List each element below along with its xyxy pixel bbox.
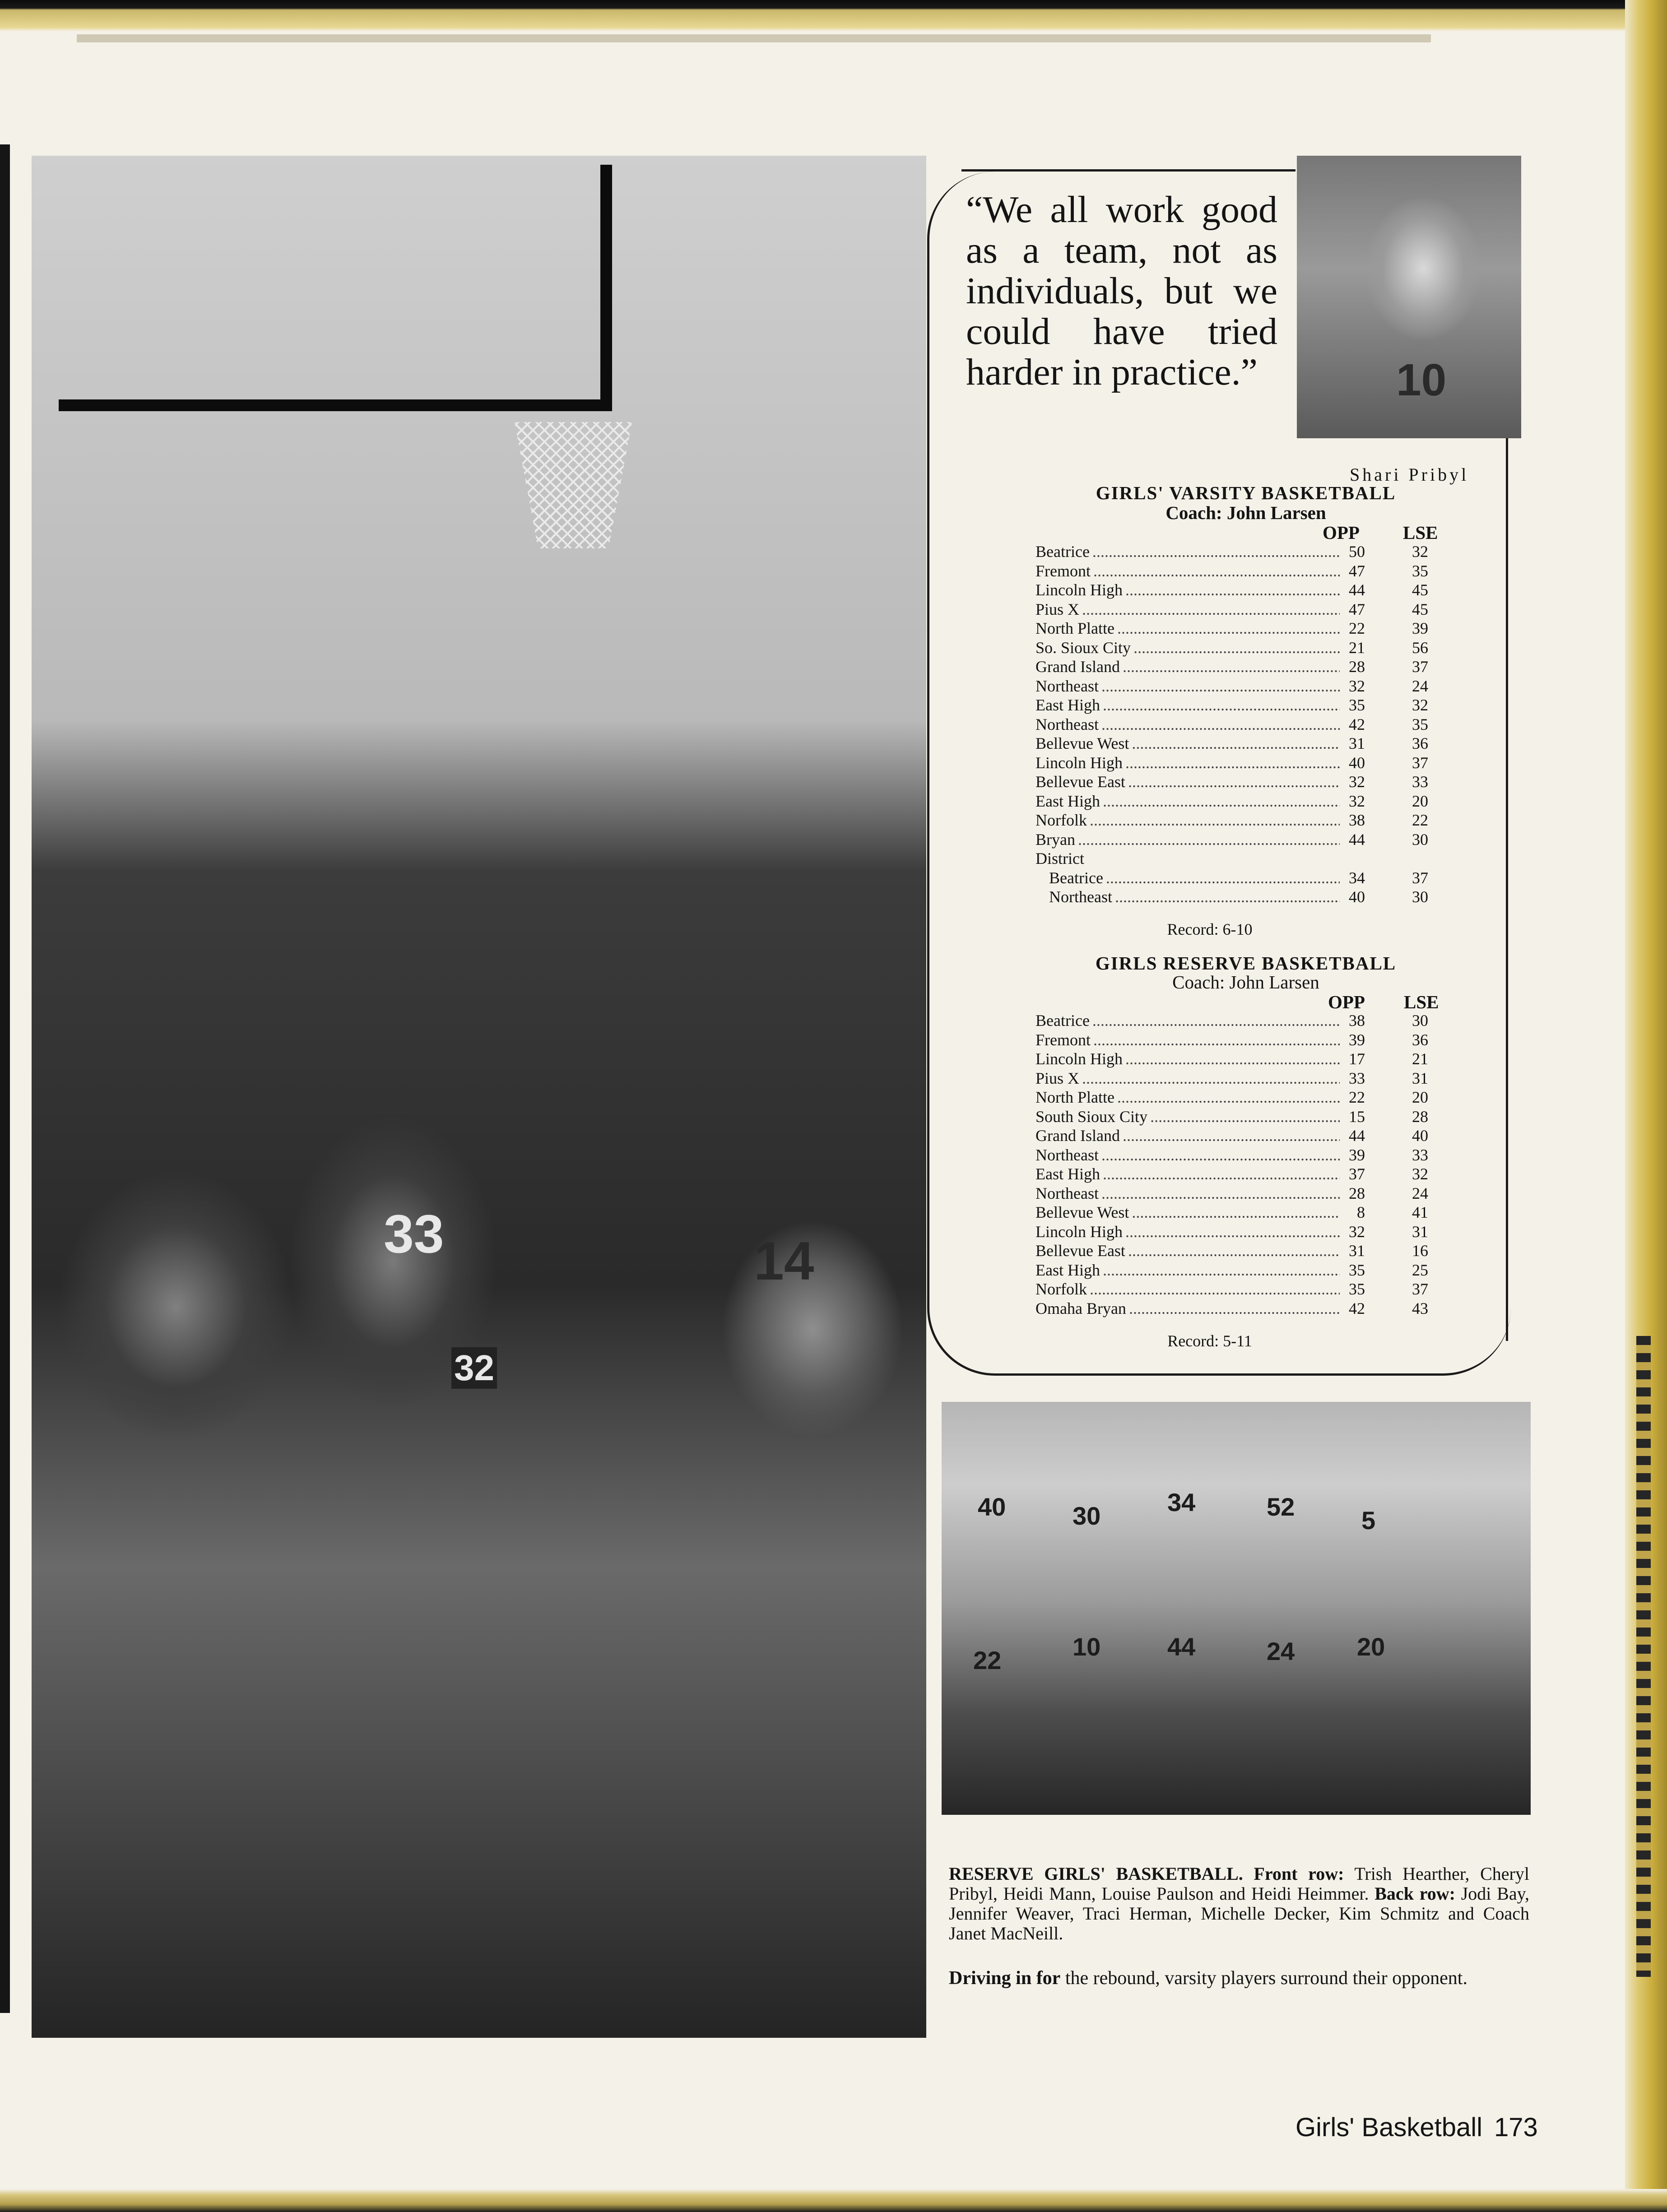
team-name: Pius X [1035,1069,1080,1087]
page-left-edge [0,144,10,2013]
lse-score: 25 [1412,1261,1428,1279]
lse-score: 20 [1412,792,1428,810]
opp-score: 38 [1349,1011,1365,1029]
footer-section: Girls' Basketball [1296,2113,1482,2142]
team-photo [942,1402,1531,1815]
caption-front-label: Front row: [1254,1864,1344,1884]
quote-box-right-rule [1506,438,1508,1341]
team-name: Bellevue West [1035,734,1129,752]
main-photo-caption [949,1968,1529,1989]
team-name: Lincoln High [1035,1222,1123,1241]
lse-score: 28 [1412,1107,1428,1126]
opp-score: 40 [1349,753,1365,772]
leader-dots [1090,1280,1340,1299]
jersey-number: 10 [1396,355,1447,405]
opp-score: 28 [1349,658,1365,676]
opp-score: 39 [1349,1030,1365,1049]
lse-score: 30 [1412,1011,1428,1029]
team-name: Grand Island [1035,1127,1120,1145]
team-name: Fremont [1035,1030,1091,1049]
schedule-row [1035,1203,1428,1222]
caption-back-label: Back row: [1374,1883,1455,1904]
team-name: North Platte [1035,619,1114,637]
team-name: East High [1035,1165,1100,1183]
team-name: Beatrice [1035,543,1090,561]
leader-dots [1103,696,1340,715]
schedule-row [1035,868,1428,888]
opp-score: 35 [1349,1280,1365,1298]
team-name: Lincoln High [1035,1050,1123,1068]
opp-score: 44 [1349,830,1365,849]
schedule-row [1035,1126,1428,1145]
opp-score: 32 [1349,792,1365,810]
team-name: Northeast [1035,715,1099,733]
team-name: Northeast [1035,1145,1099,1164]
opp-score: 31 [1349,1242,1365,1260]
lse-score: 37 [1412,868,1428,887]
caption-back-text: Jodi Bay, Jennifer Weaver, Traci Herman, Michelle Decker, Kim Schmitz and Coach Janet MacNeill. [949,1883,1530,1943]
lse-score: 20 [1412,1088,1428,1106]
leader-dots [1125,1049,1340,1069]
opp-score: 17 [1349,1050,1365,1068]
schedule-row [1035,1107,1428,1127]
team-name: Northeast [1035,1184,1099,1202]
leader-dots [1103,792,1340,811]
lse-score: 30 [1412,888,1428,906]
jersey-number: 44 [1167,1632,1196,1661]
leader-dots [1106,868,1340,888]
opp-score: 32 [1349,1222,1365,1241]
team-name: Beatrice [1049,868,1103,887]
opp-score: 22 [1349,619,1365,637]
leader-dots [1132,734,1340,753]
main-photo [32,156,926,2038]
opp-score: 35 [1349,1261,1365,1279]
opp-score: 44 [1349,581,1365,599]
team-name: Lincoln High [1035,753,1123,772]
page-footer [1296,2112,1538,2142]
lse-score: 24 [1412,1184,1428,1202]
opp-score: 42 [1349,1299,1365,1317]
lse-score: 45 [1412,581,1428,599]
lse-score: 30 [1412,830,1428,849]
leader-dots [1103,1164,1340,1184]
team-name: Norfolk [1035,1280,1087,1298]
leader-dots [1132,1203,1340,1222]
team-name: Grand Island [1035,658,1120,676]
jersey-number: 33 [384,1204,444,1264]
lse-score: 32 [1412,1165,1428,1183]
leader-dots [1092,542,1340,561]
team-name: Bellevue West [1035,1203,1129,1221]
page-bottom-edge [0,2189,1667,2212]
team-name: Bellevue East [1035,1242,1125,1260]
backboard [59,165,612,411]
lse-score: 45 [1412,600,1428,618]
schedule-row [1035,811,1428,830]
lse-score: 35 [1412,715,1428,733]
reserve-col-opp: OPP [1328,992,1365,1012]
lse-score: 37 [1412,753,1428,772]
team-name: Bellevue East [1035,773,1125,791]
jersey-number: 20 [1357,1632,1385,1661]
jersey-number: 14 [754,1231,814,1291]
schedule-row [1035,696,1428,715]
inset-photo [1297,156,1521,438]
jersey-number: 24 [1267,1637,1295,1665]
quote-box-top-rule [961,169,1296,172]
page-number: 173 [1494,2113,1538,2142]
leader-dots [1093,1030,1340,1050]
lse-score: 36 [1412,1030,1428,1049]
caption-front-text: Trish Hearther, Cheryl Pribyl, Heidi Mann, Louise Paulson and Heidi Heimmer. [949,1864,1529,1904]
leader-dots [1115,887,1340,907]
varsity-record: Record: 6-10 [1167,920,1253,938]
reserve-title: GIRLS RESERVE BASKETBALL [1095,953,1397,974]
lse-score: 33 [1412,773,1428,791]
opp-score: 34 [1349,868,1365,887]
leader-dots [1117,1088,1340,1107]
schedule-row [1035,638,1428,658]
page-binding [1636,1336,1651,1977]
varsity-schedule [1035,542,1428,907]
schedule-row [1035,580,1428,600]
team-name: Omaha Bryan [1035,1299,1126,1317]
team-name: Bryan [1035,830,1075,849]
schedule-row [1035,734,1428,753]
leader-dots [1092,1011,1340,1030]
lse-score: 39 [1412,619,1428,637]
leader-dots [1117,619,1340,638]
opp-score: 37 [1349,1165,1365,1183]
opp-score: 15 [1349,1107,1365,1126]
lse-score: 41 [1412,1203,1428,1221]
leader-dots [1103,1261,1340,1280]
schedule-row [1035,1280,1428,1299]
leader-dots [1125,1222,1340,1242]
varsity-title: GIRLS' VARSITY BASKETBALL [1096,482,1396,503]
opp-score: 47 [1349,561,1365,580]
lse-score: 31 [1412,1222,1428,1241]
leader-dots [1101,677,1340,696]
leader-dots [1101,1145,1340,1165]
team-name: Northeast [1049,888,1112,906]
jersey-number: 52 [1267,1493,1295,1521]
lse-score: 32 [1412,543,1428,561]
jersey-number: 40 [978,1493,1006,1521]
schedule-row [1035,715,1428,734]
opp-score: 8 [1357,1203,1365,1221]
opp-score: 40 [1349,888,1365,906]
caption-lead: RESERVE GIRLS' BASKETBALL. [949,1864,1243,1884]
schedule-row [1035,1261,1428,1280]
schedule-row [1035,1069,1428,1088]
schedule-row [1035,1299,1428,1318]
lse-score: 16 [1412,1242,1428,1260]
jersey-number: 32 [451,1347,497,1389]
team-photo-caption [949,1864,1529,1943]
opp-score: 47 [1349,600,1365,618]
schedule-row [1035,1088,1428,1107]
schedule-row [1035,677,1428,696]
opp-score: 28 [1349,1184,1365,1202]
opp-score: 32 [1349,773,1365,791]
leader-dots [1125,580,1340,600]
opp-score: 21 [1349,638,1365,657]
team-name: East High [1035,1261,1100,1279]
leader-dots [1129,1299,1340,1318]
opp-score: 31 [1349,734,1365,752]
page-top-strip [77,34,1431,42]
varsity-col-lse: LSE [1403,522,1438,543]
jersey-number: 5 [1361,1506,1376,1535]
caption-text: the rebound, varsity players surround their opponent. [1060,1968,1467,1989]
schedule-row [1035,1241,1428,1261]
leader-dots [1101,1184,1340,1203]
leader-dots [1082,1069,1340,1088]
schedule-row [1035,830,1428,849]
team-name: Norfolk [1035,811,1087,829]
schedule-row [1035,1049,1428,1069]
basketball-net [515,422,632,548]
lse-score: 22 [1412,811,1428,829]
lse-score: 37 [1412,1280,1428,1298]
schedule-row [1035,753,1428,773]
lse-score: 24 [1412,677,1428,695]
lse-score: 35 [1412,561,1428,580]
team-name: Northeast [1035,677,1099,695]
schedule-row [1035,561,1428,581]
schedule-row [1035,619,1428,638]
schedule-row [1035,657,1428,677]
team-name: Beatrice [1035,1011,1090,1029]
opp-score: 50 [1349,543,1365,561]
schedule-row [1035,600,1428,619]
team-name: Lincoln High [1035,581,1123,599]
leader-dots [1093,561,1340,581]
district-label-text: District [1035,849,1084,867]
opp-score: 44 [1349,1127,1365,1145]
quote-attribution: Shari Pribyl [1350,464,1469,485]
schedule-row [1035,1030,1428,1050]
reserve-record: Record: 5-11 [1167,1332,1252,1350]
reserve-schedule [1035,1011,1428,1318]
schedule-row [1035,887,1428,907]
team-name: So. Sioux City [1035,638,1131,657]
leader-dots [1123,1126,1340,1145]
lse-score: 43 [1412,1299,1428,1317]
jersey-number: 34 [1167,1488,1196,1516]
team-name: East High [1035,792,1100,810]
reserve-coach: Coach: John Larsen [1172,972,1319,992]
team-name: Fremont [1035,561,1091,580]
leader-dots [1101,715,1340,734]
opp-score: 32 [1349,677,1365,695]
lse-score: 31 [1412,1069,1428,1087]
lse-score: 37 [1412,658,1428,676]
leader-dots [1082,600,1340,619]
opp-score: 22 [1349,1088,1365,1106]
lse-score: 21 [1412,1050,1428,1068]
lse-score: 40 [1412,1127,1428,1145]
district-label [1035,849,1428,868]
leader-dots [1150,1107,1340,1127]
opp-score: 38 [1349,811,1365,829]
reserve-col-lse: LSE [1404,992,1439,1012]
team-name: South Sioux City [1035,1107,1148,1126]
varsity-col-opp: OPP [1323,522,1360,543]
page-top-edge [0,0,1667,32]
schedule-row [1035,542,1428,561]
schedule-row [1035,1145,1428,1165]
pull-quote: “We all work good as a team, not as individuals, but we could have tried harder in practice.” [966,189,1277,393]
leader-dots [1128,772,1340,792]
opp-score: 33 [1349,1069,1365,1087]
opp-score: 42 [1349,715,1365,733]
schedule-row [1035,792,1428,811]
jersey-number: 10 [1073,1632,1101,1661]
schedule-row [1035,1164,1428,1184]
jersey-number: 22 [973,1646,1002,1674]
leader-dots [1078,830,1340,849]
leader-dots [1133,638,1340,658]
leader-dots [1128,1241,1340,1261]
caption-lead: Driving in for [949,1968,1061,1989]
opp-score: 35 [1349,696,1365,714]
lse-score: 56 [1412,638,1428,657]
leader-dots [1090,811,1340,830]
team-name: Pius X [1035,600,1080,618]
team-name: East High [1035,696,1100,714]
team-name: North Platte [1035,1088,1114,1106]
leader-dots [1125,753,1340,773]
opp-score: 39 [1349,1145,1365,1164]
schedule-row [1035,1184,1428,1203]
varsity-coach: Coach: John Larsen [1166,502,1326,523]
lse-score: 33 [1412,1145,1428,1164]
leader-dots [1123,657,1340,677]
schedule-row [1035,1011,1428,1030]
schedule-row [1035,772,1428,792]
lse-score: 36 [1412,734,1428,752]
jersey-number: 30 [1073,1502,1101,1530]
schedule-row [1035,1222,1428,1242]
lse-score: 32 [1412,696,1428,714]
